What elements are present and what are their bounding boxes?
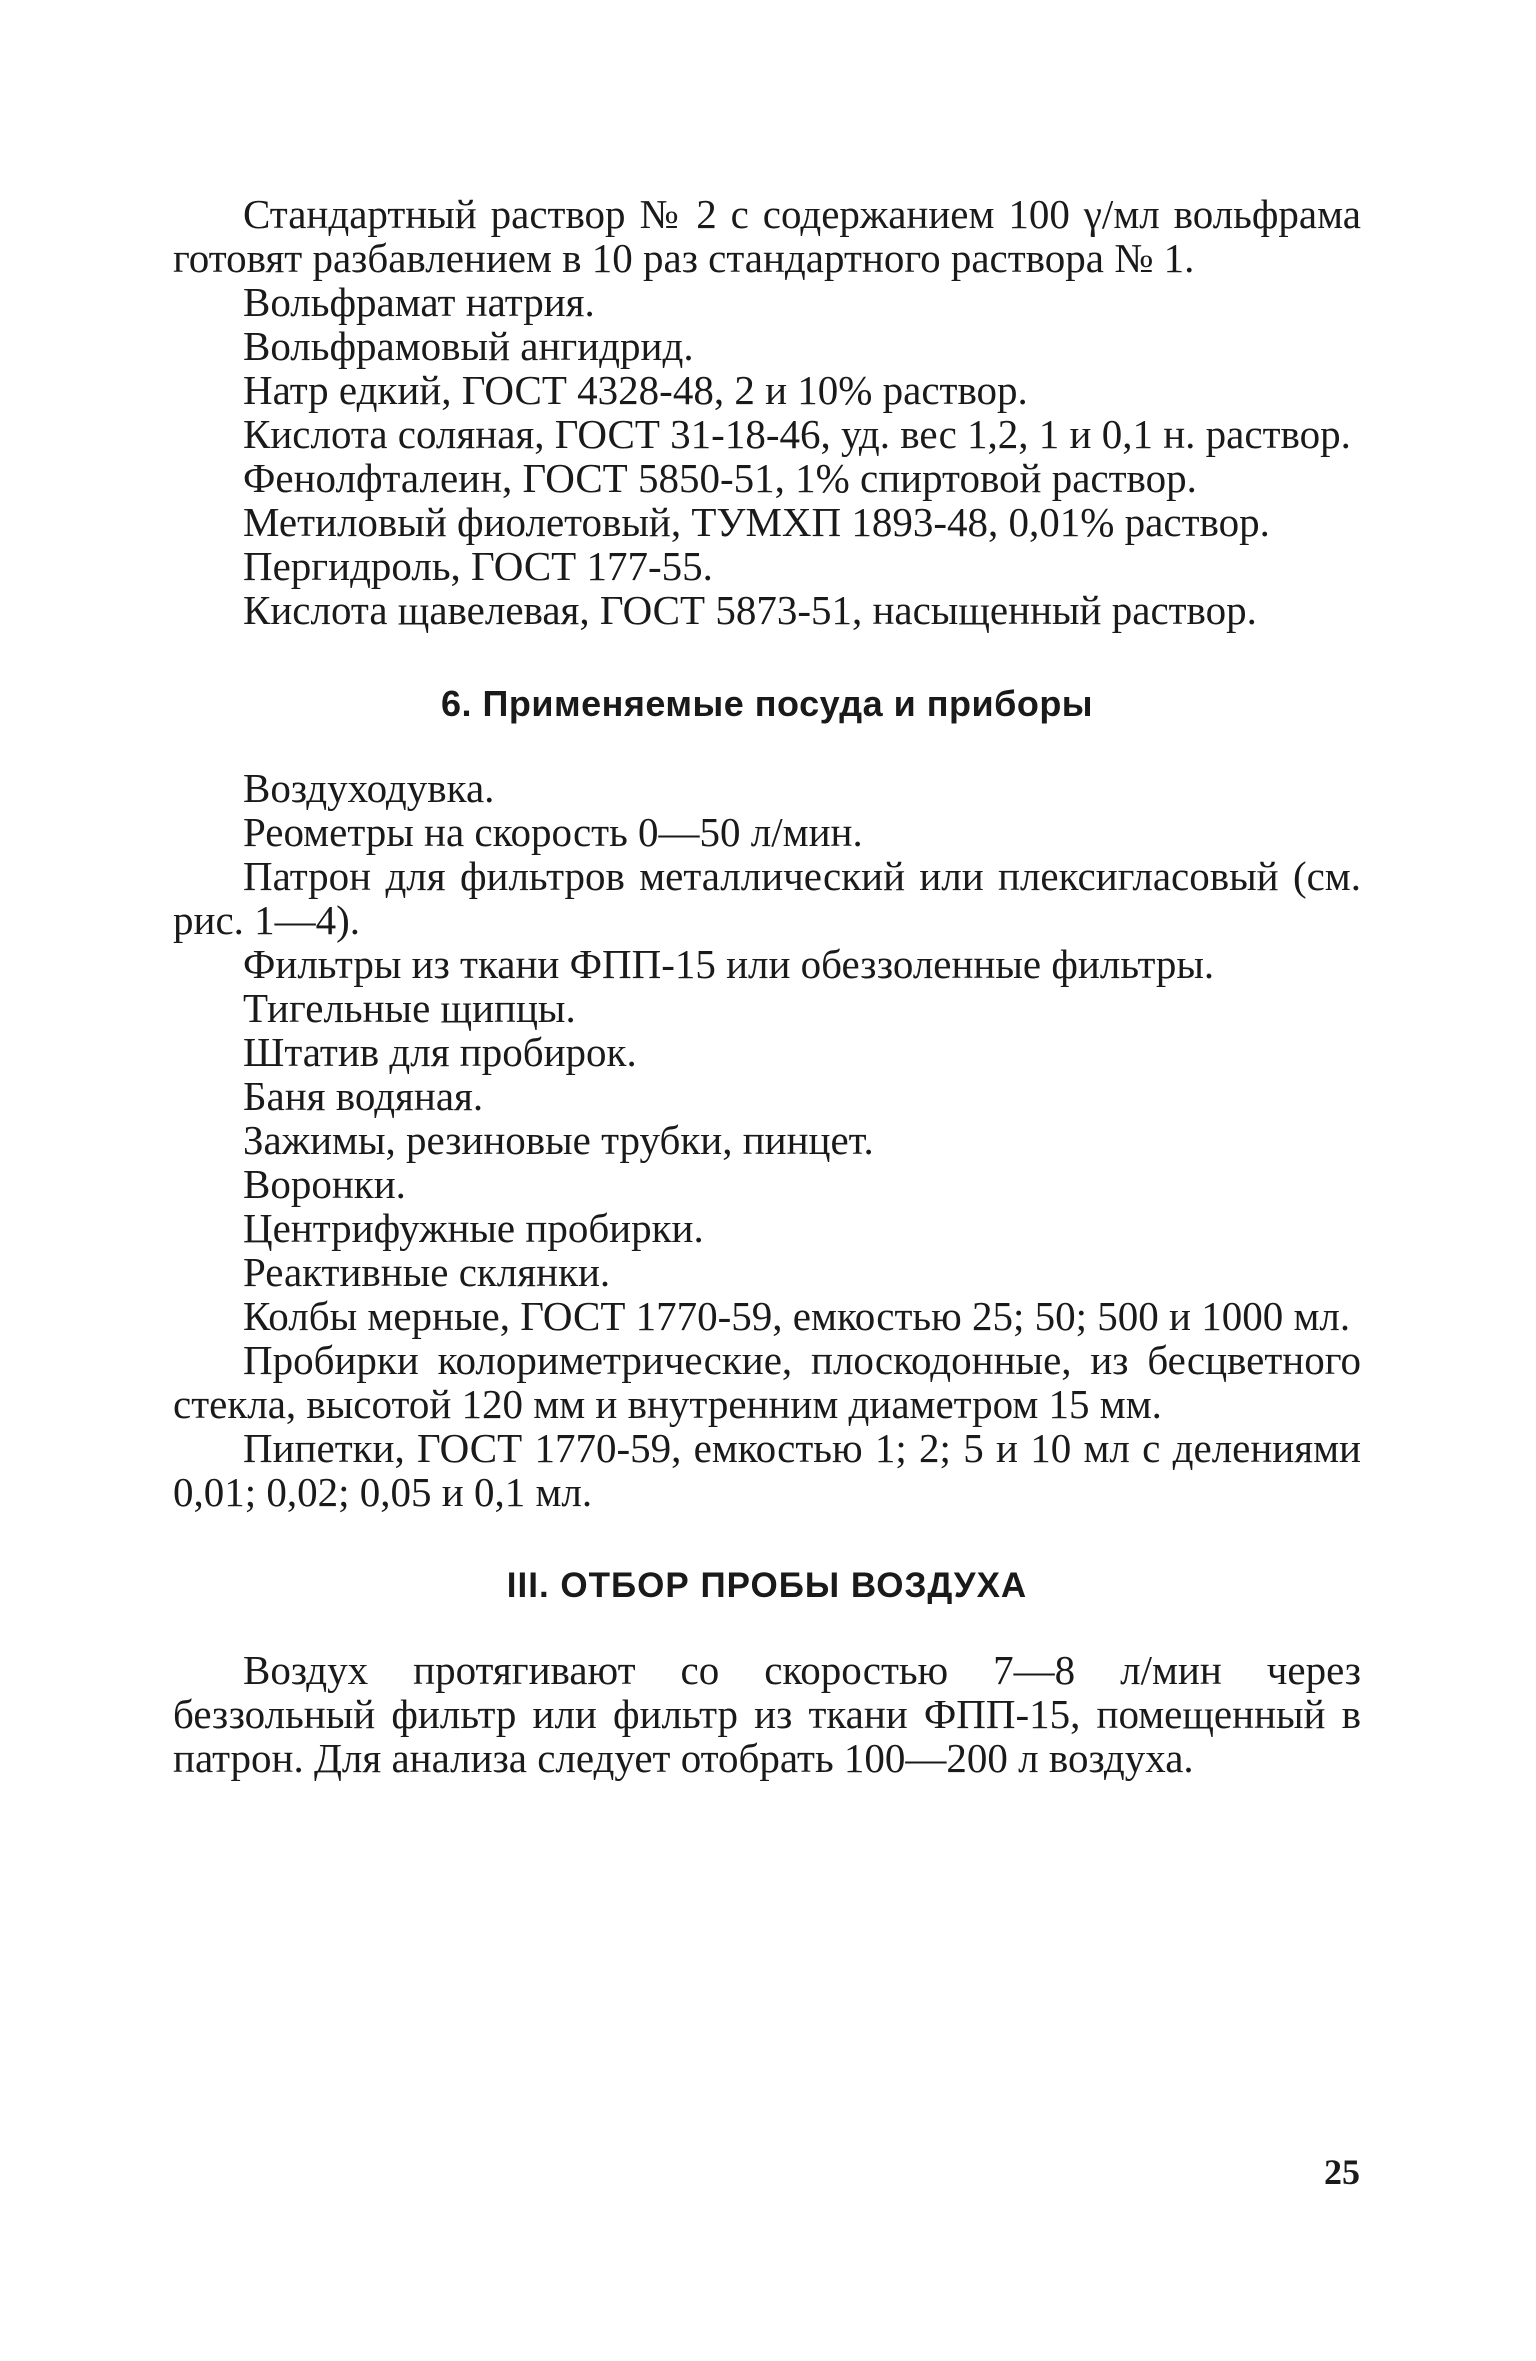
equipment-item: Фильтры из ткани ФПП-15 или обеззоленные фильтры.	[243, 941, 1215, 987]
reagent-item: Вольфрамовый ангидрид.	[243, 323, 694, 369]
section-6-heading: 6. Применяемые посуда и приборы	[440, 683, 1094, 724]
equipment-item: Реактивные склянки.	[243, 1249, 611, 1295]
reagent-item: Кислота щавелевая, ГОСТ 5873-51, насыщенный раствор.	[243, 587, 1257, 633]
equipment-item: Баня водяная.	[243, 1073, 484, 1119]
reagent-item: Кислота соляная, ГОСТ 31-18-46, уд. вес 1,2, 1 и 0,1 н. раствор.	[243, 411, 1351, 457]
page-body	[173, 192, 1361, 1780]
equipment-item: Пробирки колориметрические, плоскодонные, из бесцветного стекла, высотой 120 мм и внутренним диаметром 15 мм.	[173, 1337, 1361, 1427]
equipment-item: Воздуходувка.	[243, 765, 495, 811]
equipment-item: Патрон для фильтров металлический или плексигласовый (см. рис. 1—4).	[173, 853, 1361, 943]
reagent-item: Фенолфталеин, ГОСТ 5850-51, 1% спиртовой раствор.	[243, 455, 1197, 501]
chapter-3-heading: III. ОТБОР ПРОБЫ ВОЗДУХА	[506, 1566, 1028, 1605]
reagent-item: Стандартный раствор № 2 с содержанием 100 γ/мл вольфрама готовят разбавлением в 10 раз стандартного раствора № 1.	[173, 191, 1361, 281]
reagent-item: Натр едкий, ГОСТ 4328-48, 2 и 10% раствор.	[243, 367, 1028, 413]
equipment-item: Колбы мерные, ГОСТ 1770-59, емкостью 25; 50; 500 и 1000 мл.	[243, 1293, 1351, 1339]
equipment-item: Центрифужные пробирки.	[243, 1205, 704, 1251]
equipment-list	[173, 766, 1361, 1514]
reagent-item: Метиловый фиолетовый, ТУМХП 1893-48, 0,01% раствор.	[243, 499, 1270, 545]
equipment-item: Воронки.	[243, 1161, 406, 1207]
equipment-item: Штатив для пробирок.	[243, 1029, 637, 1075]
page-number: 25	[1324, 2152, 1360, 2192]
equipment-item: Тигельные щипцы.	[243, 985, 576, 1031]
reagent-item: Вольфрамат натрия.	[243, 279, 595, 325]
air-sampling-paragraph: Воздух протягивают со скоростью 7—8 л/мин через беззольный фильтр или фильтр из ткани ФПП-15, помещенный в патрон. Для анализа следует отобрать 100—200 л воздуха.	[173, 1647, 1361, 1781]
equipment-item: Реометры на скорость 0—50 л/мин.	[243, 809, 863, 855]
equipment-item: Зажимы, резиновые трубки, пинцет.	[243, 1117, 874, 1163]
equipment-item: Пипетки, ГОСТ 1770-59, емкостью 1; 2; 5 и 10 мл с делениями 0,01; 0,02; 0,05 и 0,1 мл.	[173, 1425, 1361, 1515]
reagent-item: Пергидроль, ГОСТ 177-55.	[243, 543, 713, 589]
reagents-list	[173, 192, 1361, 632]
